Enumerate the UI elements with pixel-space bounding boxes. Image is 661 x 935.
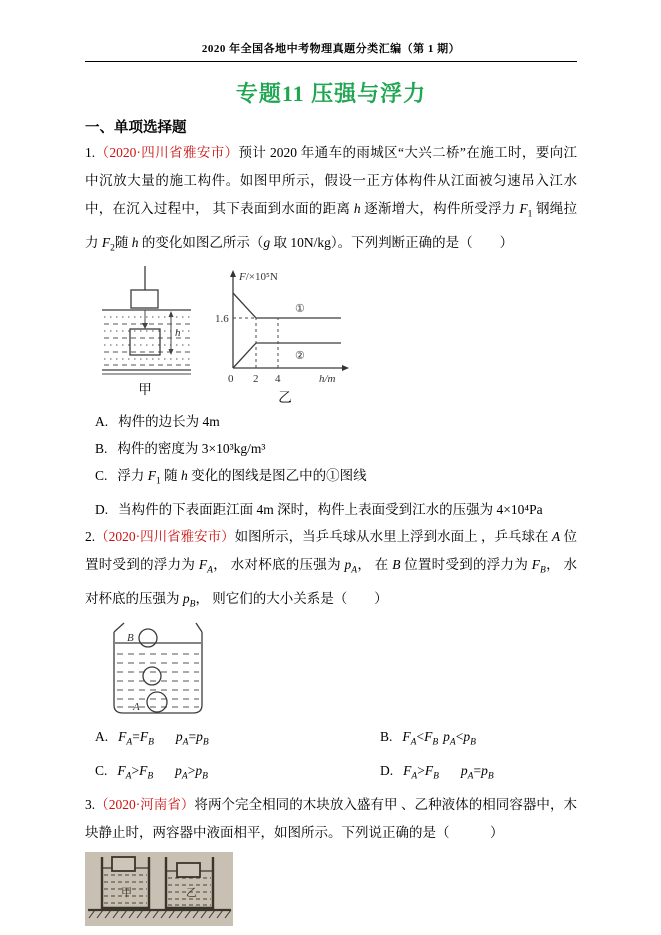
operator: > (417, 763, 425, 779)
question-3-number: 3. (85, 796, 96, 812)
question-1-option-b (95, 435, 577, 462)
var-FA: F (198, 557, 208, 573)
label-A: A (133, 701, 140, 714)
ball-position-middle (143, 667, 161, 685)
question-1-body: 的变化如图乙所示（ (138, 234, 264, 250)
figure-1 (95, 266, 577, 406)
var-FB-sub: B (540, 565, 546, 576)
var-F2: F (101, 234, 111, 250)
question-1-body: 随 (114, 234, 132, 250)
question-2-body: ， 则它们的大小关系是（ ） (195, 590, 388, 606)
question-2-body: 位置时受到的浮力为 (85, 529, 577, 573)
question-1-option-c (95, 462, 577, 496)
var-pB: p (463, 729, 471, 745)
option-label: B. (380, 729, 393, 745)
question-2-body: ， 在 (357, 557, 393, 573)
x-tick-2: 2 (253, 373, 259, 386)
question-2-option-a (95, 723, 380, 757)
var-F1-sub: 1 (527, 209, 533, 220)
figure-1-jia (95, 266, 195, 398)
var-pB-sub: B (487, 771, 494, 782)
ball-position-a (147, 692, 167, 712)
question-1-text (85, 139, 577, 262)
h-arrow-top (169, 311, 174, 317)
var-pB: p (481, 763, 488, 779)
option-label: A. (95, 729, 109, 745)
var-FA-sub: A (411, 771, 418, 782)
arrow-down (142, 323, 148, 329)
var-FB: F (424, 763, 434, 779)
curve-2-buoyancy (233, 343, 341, 368)
question-2-body: ， 水对杯底的压强为 (212, 557, 345, 573)
var-FB-sub: B (148, 738, 154, 749)
question-2-option-d (380, 757, 577, 791)
option-text: 变化的图线是图乙中的①图线 (187, 468, 367, 484)
doc-title: 专题11 压强与浮力 (235, 81, 427, 106)
question-2-text (85, 523, 577, 618)
operator: < (455, 729, 464, 745)
curve-1-tension (233, 293, 341, 318)
var-F1-sub: 1 (156, 477, 161, 488)
question-3-text (85, 791, 577, 847)
operator: > (131, 763, 140, 779)
var-pA-sub: A (467, 771, 474, 782)
curve-2-label: ② (295, 350, 305, 363)
var-pB-sub: B (189, 599, 196, 610)
question-1-body: 逐渐增大，构件所受浮力 (360, 201, 520, 216)
question-1-source: （2020·四川省雅安市） (95, 145, 239, 160)
beaker-diagram (100, 621, 212, 721)
question-3-body: 将两个完全相同的木块放入盛有甲 、乙种液体的相同容器中，木块静止时，两容器中液面相平，如图所示。下列说正确的是（ ） (85, 796, 577, 840)
figure-1-jia-caption: 甲 (138, 382, 152, 398)
operator: = (473, 763, 482, 779)
var-pB-sub: B (470, 738, 476, 749)
operator: > (187, 763, 196, 779)
x-axis-arrow (342, 365, 349, 371)
option-label: D. (95, 502, 109, 518)
wood-block-yi (177, 863, 200, 877)
option-text: 浮力 (117, 468, 148, 484)
var-F2-sub: 2 (110, 243, 115, 254)
var-pA: p (175, 763, 182, 779)
var-FB: F (139, 729, 149, 745)
option-text: 当构件的下表面距江面 4m 深时，构件上表面受到江水的压强为 4×10⁴Pa (118, 502, 543, 518)
option-text: 构件的边长为 4m (118, 414, 220, 430)
var-h: h (131, 234, 139, 250)
question-1-body: 预计 2020 年通车的雨城区“大兴二桥”在施工时，要向江中沉放大量的施工构件。如图甲所示，假设一正方体构件从江面被匀速吊入江水中，在沉入过程中， 其下表面到水面的距离 (85, 145, 578, 216)
var-FA: F (118, 729, 127, 745)
beaker-rim-right (196, 623, 202, 632)
var-FA-sub: A (125, 771, 132, 782)
question-2-source: （2020·四川省雅安市） (95, 529, 235, 545)
var-pA: p (443, 729, 450, 745)
var-pA-sub: A (351, 565, 358, 576)
var-FB-sub: B (433, 771, 439, 782)
label-jia: 甲 (121, 886, 132, 899)
var-F1: F (147, 468, 157, 484)
page-header: 2020 年全国各地中考物理真题分类汇编（第 1 期） (201, 43, 461, 55)
label-yi: 乙 (186, 886, 197, 899)
var-pB: p (195, 763, 203, 779)
two-containers-photo (85, 852, 233, 926)
var-FB: F (139, 763, 148, 779)
var-pA-sub: A (449, 738, 456, 749)
operator: < (416, 729, 425, 745)
var-pA-sub: A (181, 771, 188, 782)
var-FA-sub: A (126, 738, 133, 749)
var-FB: F (424, 729, 433, 745)
var-pA-sub: A (182, 738, 189, 749)
var-pA: p (344, 557, 352, 573)
question-1-body: 取 10N/kg）。下列判断正确的是（ ） (270, 234, 514, 250)
var-pB: p (196, 729, 203, 745)
section-heading: 一、单项选择题 (85, 120, 187, 136)
label-B: B (127, 632, 134, 645)
option-label: B. (95, 441, 108, 457)
var-FA-sub: A (410, 738, 417, 749)
var-B: B (392, 557, 401, 573)
option-label: A. (95, 414, 109, 430)
x-tick-4: 4 (275, 373, 281, 386)
question-2-option-c (95, 757, 380, 791)
var-FA: F (403, 763, 412, 779)
h-label: h (175, 327, 181, 340)
hanging-block (131, 290, 158, 308)
question-2-number: 2. (85, 529, 96, 545)
question-2-option-b (380, 723, 577, 757)
option-text: 随 (160, 468, 182, 484)
option-label: C. (95, 468, 108, 484)
x-tick-0: 0 (228, 373, 234, 386)
var-FA: F (402, 729, 411, 745)
figure-1-yi (215, 266, 355, 406)
ball-position-b (139, 629, 157, 647)
question-1-options (85, 408, 577, 523)
question-1-option-d (95, 496, 577, 523)
y-axis-arrow (230, 270, 236, 277)
question-1-option-a (95, 408, 577, 435)
question-1-body: 钢绳拉力 (85, 201, 578, 250)
var-pA: p (175, 729, 183, 745)
y-tick-1p6: 1.6 (215, 313, 229, 326)
question-2-body: ， 水对杯底的压强为 (85, 557, 578, 606)
option-label: D. (380, 763, 394, 779)
var-FB: F (531, 557, 541, 573)
var-h: h (181, 468, 188, 484)
var-pA: p (460, 763, 468, 779)
var-A: A (551, 529, 561, 545)
cube-lowering-diagram (95, 266, 195, 378)
curve-1-label: ① (295, 303, 305, 316)
figure-2 (100, 621, 577, 721)
var-g: g (263, 234, 271, 250)
var-FA: F (117, 763, 126, 779)
var-FA-sub: A (207, 565, 213, 576)
question-2-body: 如图所示，当乒乓球从水里上浮到水面上 ，乒乓球在 (234, 529, 552, 545)
force-vs-depth-graph (215, 266, 355, 386)
var-FB-sub: B (432, 738, 439, 749)
question-3-source: （2020·河南省） (95, 796, 195, 812)
var-pB: p (182, 590, 190, 606)
beaker-spout (114, 623, 124, 632)
question-1-number: 1. (85, 145, 96, 160)
var-pB-sub: B (202, 771, 208, 782)
var-FB-sub: B (147, 771, 154, 782)
var-pB-sub: B (202, 738, 209, 749)
question-2-options (85, 723, 577, 790)
operator: = (132, 729, 140, 745)
x-axis-label: h/m (319, 373, 336, 386)
option-text: 构件的密度为 3×10³kg/m³ (117, 441, 266, 457)
operator: = (188, 729, 197, 745)
water-texture (117, 654, 199, 707)
submerged-cube (130, 329, 160, 355)
y-axis-label: F/×10⁵N (239, 271, 278, 284)
var-h: h (353, 201, 361, 216)
question-2-body: 位置时受到的浮力为 (400, 557, 532, 573)
option-label: C. (95, 763, 108, 779)
figure-3 (85, 852, 577, 926)
figure-1-yi-caption: 乙 (278, 390, 292, 406)
wood-block-jia (112, 857, 135, 871)
header-divider (85, 61, 577, 62)
var-F1: F (519, 201, 528, 216)
